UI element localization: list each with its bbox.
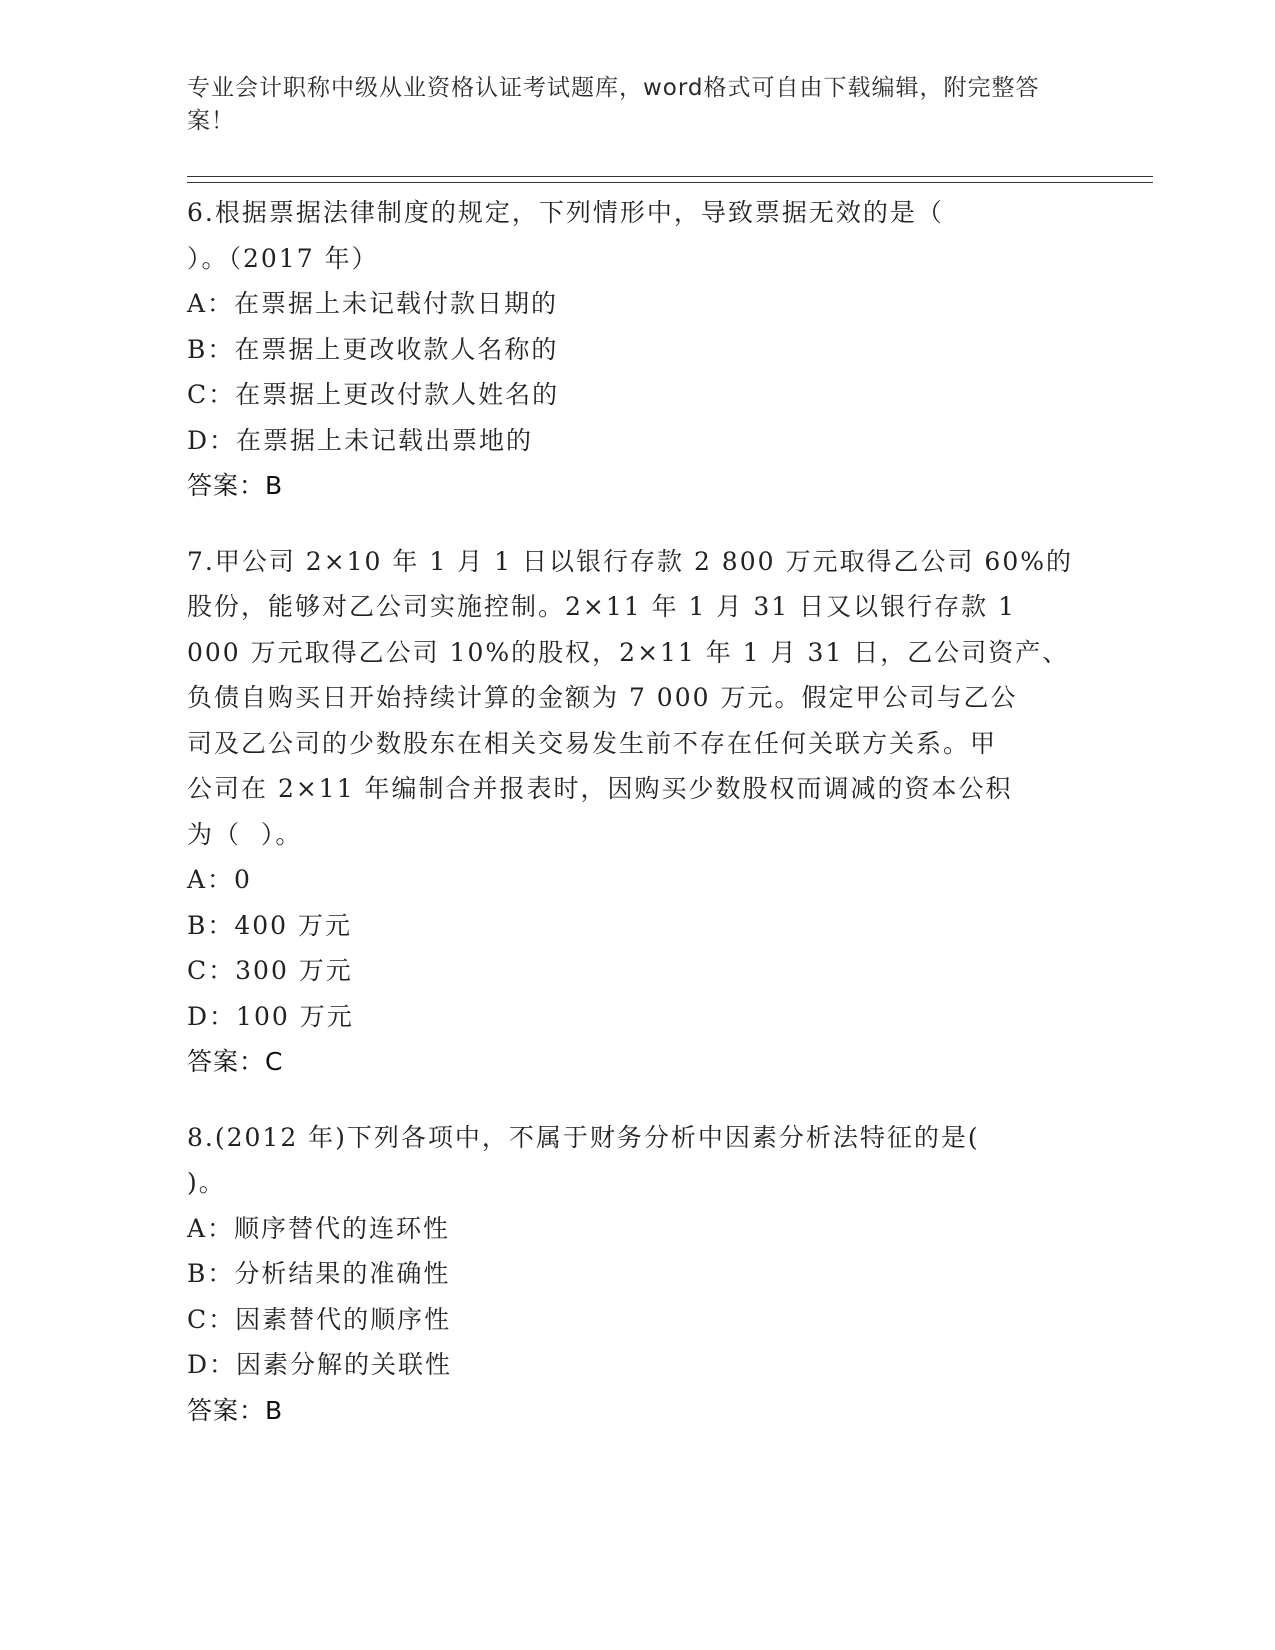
option-a: A：0 — [187, 865, 252, 894]
question-stem-line: ）。（2017 年） — [187, 243, 379, 273]
header-divider-top — [187, 176, 1153, 177]
question-6 — [187, 190, 1087, 509]
question-stem-line: 司及乙公司的少数股东在相关交易发生前不存在任何关联方关系。甲 — [187, 728, 998, 758]
option-b: B：400 万元 — [187, 910, 353, 940]
question-stem-line: 6.根据票据法律制度的规定，下列情形中，导致票据无效的是（ — [187, 198, 944, 227]
option-d: D：100 万元 — [187, 1001, 354, 1031]
option-a: A：在票据上未记载付款日期的 — [187, 289, 559, 318]
option-d: D：因素分解的关联性 — [187, 1350, 453, 1379]
option-c: C：300 万元 — [187, 956, 353, 985]
question-stem-line: 8.(2012 年)下列各项中，不属于财务分析中因素分析法特征的是( — [187, 1122, 980, 1152]
question-8 — [187, 1115, 1087, 1434]
option-b: B：分析结果的准确性 — [187, 1259, 451, 1288]
question-stem-line: 000 万元取得乙公司 10%的股权，2×11 年 1 月 31 日，乙公司资产、 — [187, 637, 1070, 667]
answer-label: 答案：B — [187, 471, 284, 500]
question-stem-line: 公司在 2×11 年编制合并报表时，因购买少数股权而调减的资本公积 — [187, 774, 1013, 803]
answer-label: 答案：C — [187, 1047, 284, 1076]
question-stem-line: 负债自购买日开始持续计算的金额为 7 000 万元。假定甲公司与乙公 — [187, 683, 1018, 712]
question-7 — [187, 539, 1087, 1085]
answer-label: 答案：B — [187, 1395, 284, 1425]
option-d: D：在票据上未记载出票地的 — [187, 425, 534, 455]
option-b: B：在票据上更改收款人名称的 — [187, 334, 559, 364]
question-stem-line: 7.甲公司 2×10 年 1 月 1 日以银行存款 2 800 万元取得乙公司 60%的 — [187, 546, 1073, 576]
question-stem-line: 为（ ）。 — [187, 819, 303, 849]
page-header: 专业会计职称中级从业资格认证考试题库，word格式可自由下载编辑，附完整答案！ — [187, 75, 1040, 134]
header-divider-bottom — [187, 182, 1153, 183]
option-c: C：在票据上更改付款人姓名的 — [187, 380, 560, 409]
option-a: A：顺序替代的连环性 — [187, 1213, 451, 1243]
question-stem-line: )。 — [187, 1168, 226, 1197]
option-c: C：因素替代的顺序性 — [187, 1304, 452, 1334]
question-stem-line: 股份，能够对乙公司实施控制。2×11 年 1 月 31 日又以银行存款 1 — [187, 592, 1016, 621]
question-list — [187, 190, 1087, 1463]
